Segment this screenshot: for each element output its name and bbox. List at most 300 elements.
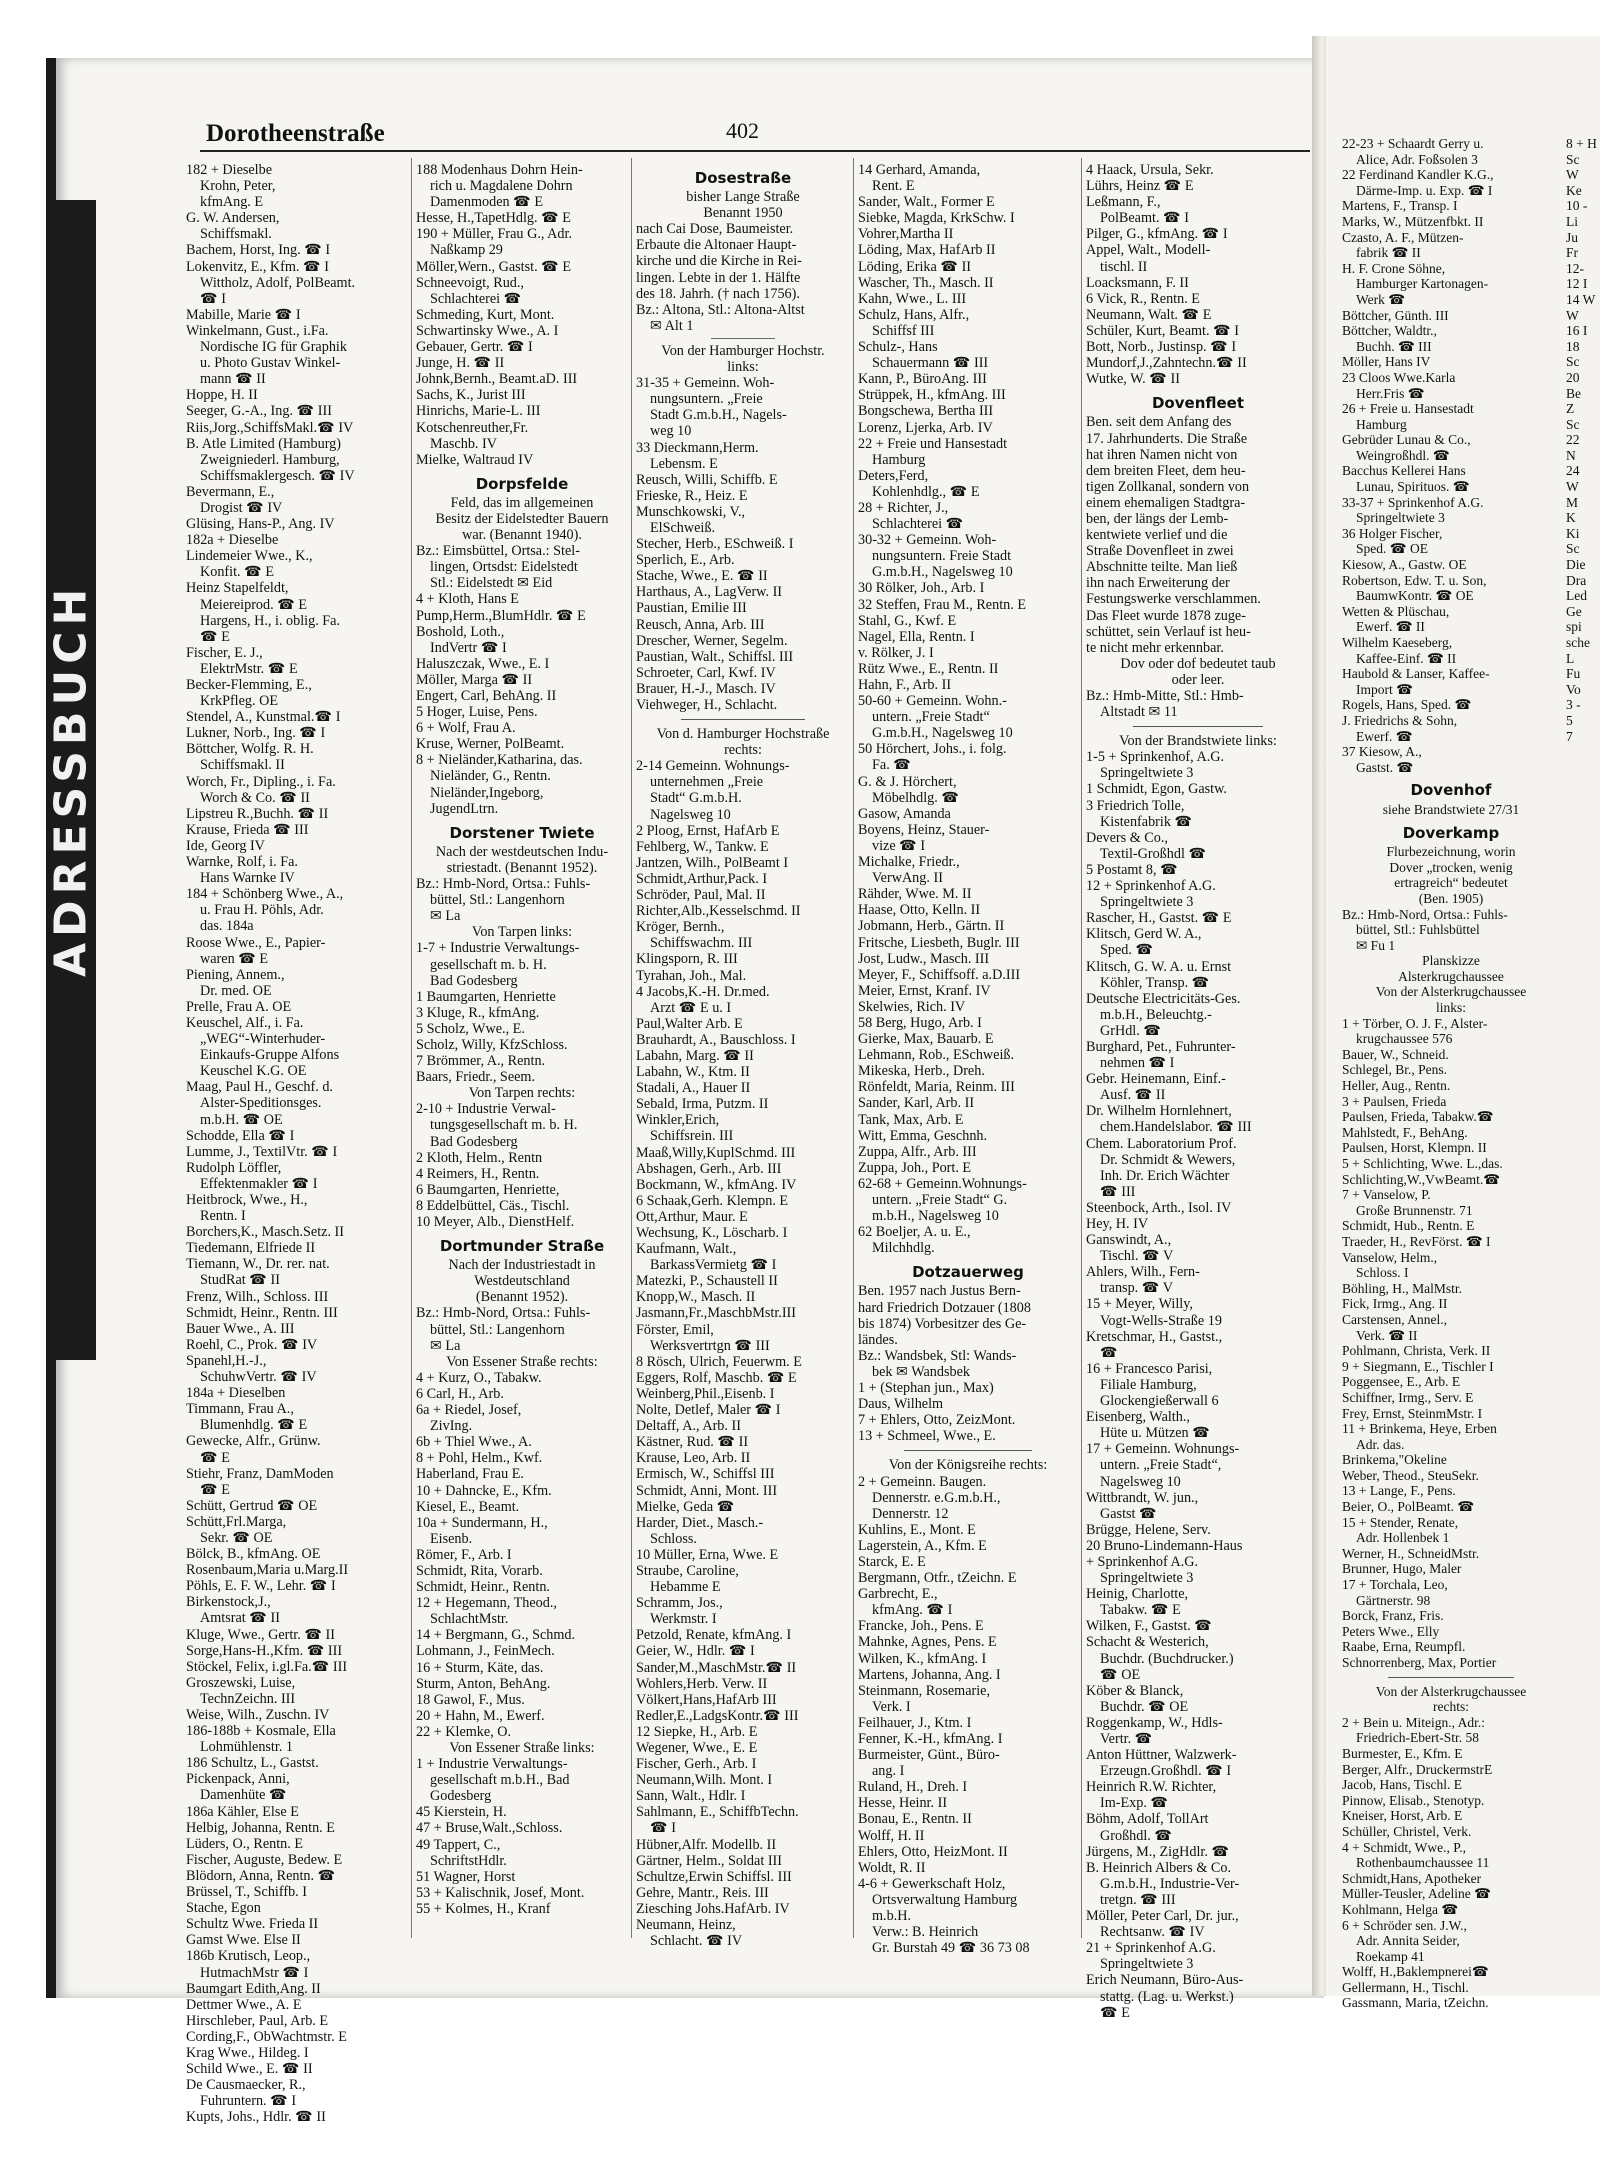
directory-entry: Gastst. ☎ [1356,759,1414,775]
directory-entry: Köber & Blanck, [1086,1682,1184,1699]
directory-entry: Wutke, W. ☎ II [1086,371,1180,388]
directory-entry: Planskizze [1422,953,1480,969]
directory-entry: Ke [1566,182,1582,198]
directory-entry: Martens, F., Transp. I [1342,198,1458,214]
directory-entry: Starck, E. E [858,1553,926,1570]
directory-entry: 188 Modenhaus Dohrn Hein- [416,162,583,178]
directory-entry: 4 Haack, Ursula, Sekr. [1086,162,1214,178]
directory-entry: Böttcher, Wolfg. R. H. [186,741,314,758]
directory-entry: Schlachterei ☎ [430,290,522,307]
directory-entry: siehe Brandstwiete 27/31 [1382,801,1520,817]
directory-entry: Siebke, Magda, KrkSchw. I [858,210,1015,227]
directory-entry: Li [1566,213,1578,229]
directory-entry: Godesberg [430,1788,492,1805]
directory-entry: Heitbrock, Wwe., H., [186,1192,308,1208]
directory-entry: Amtsrat ☎ II [200,1610,280,1627]
directory-entry: Pöhls, E. F. W., Lehr. ☎ I [186,1578,336,1595]
directory-entry: Gärtner, Helm., Soldat III [636,1852,782,1869]
directory-entry: 8 Eddelbüttel, Cäs., Tischl. [416,1197,570,1214]
directory-entry: Blumenhdlg. ☎ E [200,1417,308,1434]
directory-entry: Löding, Max, HafArb II [858,242,996,259]
directory-entry: Werner, H., SchneidMstr. [1342,1545,1480,1561]
directory-entry: Cording,F., ObWachtmstr. E [186,2028,347,2045]
directory-entry: Neumann, Heinz, [636,1917,736,1934]
directory-entry: 20 + Hahn, M., Ewerf. [416,1707,545,1724]
directory-entry: u. Frau H. Pöhls, Adr. [200,902,324,919]
directory-entry: SchriftstHdlr. [430,1852,507,1869]
directory-entry: Vogt-Wells-Straße 19 [1100,1312,1222,1329]
directory-entry: Von Essener Straße links: [449,1740,595,1756]
directory-entry: Schlichting,W.,VwBeamt.☎ [1342,1171,1501,1187]
directory-entry: Erzeugn.Großhdl. ☎ I [1100,1763,1232,1780]
directory-entry: Arzt ☎ E u. I [650,999,732,1016]
directory-entry: Drogist ☎ IV [200,499,283,516]
directory-entry: Ortsverwaltung Hamburg [872,1891,1018,1908]
directory-entry: Pump,Herm.,BlumHdlr. ☎ E [416,607,586,624]
directory-entry: Reusch, Anna, Arb. III [636,616,765,633]
directory-entry: 4 + Schmidt, Wwe., P., [1342,1839,1466,1855]
directory-entry: m.b.H., Beleuchtg.- [1100,1006,1212,1023]
directory-entry: Gehre, Mantr., Reis. III [636,1884,769,1901]
directory-entry: Roekamp 41 [1356,1948,1425,1964]
directory-entry: 14 W [1566,291,1596,307]
directory-entry: v. Rölker, J. I [858,644,934,661]
directory-entry: L [1566,650,1575,666]
directory-entry: Fick, Irmg., Ang. II [1342,1296,1448,1312]
directory-entry: Kahn, Wwe., L. III [858,290,967,307]
directory-entry: 1 Schmidt, Egon, Gastw. [1086,781,1227,798]
directory-entry: Reusch, Willi, Schiffb. E [636,471,778,488]
directory-entry: bisher Lange Straße [686,189,800,206]
directory-entry: Glockengießerwall 6 [1100,1393,1219,1410]
directory-entry: Spanehl,H.-J., [186,1352,267,1369]
section-rule [1133,726,1263,727]
directory-entry: Kohlenhdlg., ☎ E [872,483,980,500]
directory-entry: Eggers, Rolf, Maschb. ☎ E [636,1369,797,1386]
directory-entry: striestadt. (Benannt 1952). [446,859,598,876]
directory-entry: kirche und die Kirche in Rei- [636,253,802,270]
directory-entry: Schmeding, Kurt, Mont. [416,306,555,323]
directory-entry: ländes. [858,1331,898,1348]
directory-entry: lingen. Lebte in der 1. Hälfte [636,269,801,286]
directory-entry: Traeder, H., RevFörst. ☎ I [1342,1233,1491,1249]
directory-entry: Haubold & Lanser, Kaffee- [1342,666,1490,682]
directory-entry: Von d. Hamburger Hochstraße [656,726,830,743]
directory-entry: büttel, Stl.: Langenhorn [430,892,565,909]
directory-entry: Stadt“ G.m.b.H. [650,790,742,807]
directory-entry: Springeltwiete 3 [1100,1570,1194,1587]
street-heading: Dorpsfelde [475,474,569,493]
directory-entry: Rent. E [872,178,915,195]
directory-entry: m.b.H., Nagelsweg 10 [872,1208,999,1225]
directory-entry: Nagelsweg 10 [650,806,731,823]
directory-entry: Schacht & Westerich, [1086,1634,1209,1651]
directory-entry: Pohlmann, Christa, Verk. II [1342,1343,1491,1359]
directory-entry: Sorge,Hans-H.,Kfm. ☎ III [186,1642,343,1659]
directory-entry: Kupts, Johs., Hdlr. ☎ II [186,2109,326,2126]
directory-entry: Nach der Industriestadt in [448,1257,596,1274]
directory-entry: Stiehr, Franz, DamModen [186,1465,334,1482]
directory-entry: Ruland, H., Dreh. I [858,1779,968,1796]
directory-entry: Benannt 1950 [703,205,783,222]
directory-entry: Viehweger, H., Schlacht. [636,697,778,713]
directory-entry: Deutsche Electricitäts-Ges. [1086,990,1241,1007]
directory-entry: Bz.: Hmb-Mitte, Stl.: Hmb- [1086,688,1244,704]
directory-entry: Abschnitte teilte. Man ließ [1086,559,1238,576]
directory-entry: Bachem, Horst, Ing. ☎ I [186,242,331,259]
directory-entry: Jacob, Hans, Tischl. E [1342,1777,1463,1793]
directory-entry: JugendLtrn. [430,800,499,817]
directory-entry: Werkmstr. I [650,1611,717,1628]
directory-entry: Hebamme E [650,1579,721,1596]
directory-entry: Meyer, F., Schiffsoff. a.D.III [858,966,1021,983]
directory-entry: 30 Rölker, Joh., Arb. I [858,580,985,597]
directory-entry: Ben. 1957 nach Justus Bern- [858,1283,1021,1300]
directory-entry: Tyrahan, Joh., Mal. [636,967,747,984]
directory-entry: StudRat ☎ II [200,1272,280,1289]
directory-entry: war. (Benannt 1940). [462,527,582,544]
header-rule [200,150,1310,152]
directory-entry: 8 + Nieländer,Katharina, das. [416,752,583,769]
directory-entry: Lunau, Spirituos. ☎ [1356,479,1470,495]
directory-entry: Jürgens, M., ZigHdlr. ☎ [1086,1843,1230,1860]
directory-entry: 33 Dieckmann,Herm. [636,439,759,456]
directory-entry: Engert, Carl, BehAng. II [416,688,557,704]
directory-entry: Bad Godesberg [430,1133,518,1150]
directory-entry: De Causmaecker, R., [186,2077,306,2094]
directory-entry: Möller,Wern., Gastst. ☎ E [416,258,572,275]
directory-entry: Seeger, G.-A., Ing. ☎ III [186,403,332,420]
directory-entry: Raabe, Erna, Reumpfl. [1342,1639,1466,1655]
directory-entry: Deters,Ferd, [858,467,929,484]
directory-entry: Paul,Walter Arb. E [636,1015,743,1032]
directory-entry: Bockmann, W., kfmAng. IV [636,1176,797,1193]
directory-entry: Wohlers,Herb. Verw. II [636,1675,768,1692]
spine-label: ADRESSBUCH [46,200,96,1360]
directory-entry: Springeltwiete 3 [1100,1956,1194,1973]
directory-entry: ElektrMstr. ☎ E [200,660,298,677]
directory-entry: 6 Carl, H., Arb. [416,1385,504,1402]
directory-entry: Von Tarpen rechts: [468,1085,576,1102]
directory-entry: Lüders, O., Rentn. E [186,1835,304,1852]
directory-entry: Import ☎ [1356,681,1413,697]
directory-entry: Bauer Wwe., A. III [186,1320,295,1337]
directory-entry: Fuhruntern. ☎ I [200,2093,297,2110]
directory-entry: 2-10 + Industrie Verwal- [416,1101,556,1118]
directory-entry: 6b + Thiel Wwe., A. [416,1434,532,1451]
directory-entry: Gassmann, Maria, tZeichn. [1342,1995,1489,2011]
directory-entry: 9 + Siegmann, E., Tischler I [1342,1358,1494,1374]
directory-entry: Sc [1566,151,1580,167]
directory-entry: Straße Dovenfleet in zwei [1086,543,1234,560]
directory-entry: 8 + Pohl, Helm., Kwf. [416,1450,543,1467]
directory-entry: Hamburger Kartonagen- [1356,276,1489,292]
directory-entry: links: [727,359,759,376]
directory-entry: Hesse, Heinr. II [858,1795,948,1812]
directory-entry: G. & J. Hörchert, [858,773,957,790]
directory-entry: 47 + Bruse,Walt.,Schloss. [416,1820,563,1837]
directory-entry: Fenner, K.-H., kfmAng. I [858,1731,1003,1747]
directory-entry: Ben. seit dem Anfang des [1086,414,1232,431]
directory-entry: Nach der westdeutschen Indu- [435,843,609,860]
directory-entry: ☎ E [200,628,230,645]
directory-entry: Mundorf,J.,Zahntechn.☎ II [1086,355,1247,372]
directory-entry: 18 [1566,338,1580,354]
directory-entry: Erbaute die Altonaer Haupt- [636,237,797,254]
directory-entry: Prelle, Frau A. OE [186,998,292,1015]
directory-entry: Weingroßhdl. ☎ [1356,447,1450,463]
directory-entry: Wolff, H. II [858,1827,925,1844]
directory-entry: Paulsen, Frieda, Tabakw.☎ [1342,1109,1494,1125]
directory-entry: Müller-Teusler, Adeline ☎ [1342,1886,1491,1902]
directory-entry: Einkaufs-Gruppe Alfons [200,1047,340,1064]
directory-entry: Sperlich, E., Arb. [636,552,735,569]
directory-column-4 [858,162,1078,1956]
directory-entry: 62-68 + Gemeinn.Wohnungs- [858,1175,1027,1192]
directory-entry: Inh. Dr. Erich Wächter [1100,1167,1230,1184]
directory-entry: dem breiten Fleet, dem heu- [1086,462,1246,479]
directory-entry: Verk. ☎ II [1356,1327,1418,1343]
directory-entry: Rentn. I [200,1208,246,1225]
directory-entry: 14 + Bergmann, G., Schmd. [416,1627,576,1644]
directory-entry: Wolff, H.,Baklempnerei☎ [1342,1964,1489,1980]
directory-entry: Paustian, Walt., Schiffsl. III [636,648,794,665]
directory-entry: Schmidt, Heinr., Rentn. [416,1579,550,1596]
directory-entry: 12 + Sprinkenhof A.G. [1086,878,1216,895]
directory-entry: Gierke, Max, Bauarb. E [858,1031,994,1048]
directory-entry: Lindemeier Wwe., K., [186,548,313,565]
directory-entry: Krause, Frieda ☎ III [186,821,309,838]
directory-entry: Burmeister, Günt., Büro- [858,1747,1000,1764]
directory-entry: Stadali, A., Hauer II [636,1080,751,1097]
directory-entry: 10 Meyer, Alb., DienstHelf. [416,1214,575,1230]
page-number: 402 [726,118,759,143]
directory-entry: 3 + Paulsen, Frieda [1342,1093,1447,1109]
directory-entry: Schmidt, Hub., Rentn. E [1342,1218,1475,1234]
directory-entry: Stache, Egon [186,1900,261,1917]
directory-entry: Von der Königsreihe rechts: [888,1457,1048,1474]
directory-entry: Schulz-, Hans [858,339,938,356]
directory-entry: Filiale Hamburg, [1100,1376,1197,1393]
directory-entry: 7 + Vanselow, P. [1342,1187,1431,1203]
directory-entry: Heinz Stapelfeldt, [186,580,289,597]
directory-entry: 5 Scholz, Wwe., E. [416,1020,525,1037]
directory-entry: Stöckel, Felix, i.gl.Fa.☎ III [186,1658,348,1675]
directory-entry: Robertson, Edw. T. u. Son, [1342,572,1487,588]
directory-entry: stattg. (Lag. u. Werkst.) [1100,1988,1234,2005]
directory-entry: rechts: [724,742,762,759]
directory-entry: rechts: [1433,1699,1469,1715]
directory-column-7 [1566,136,1600,744]
street-heading: Dortmunder Straße [439,1237,605,1256]
directory-entry: Schultze,Erwin Schiffsl. III [636,1868,792,1885]
directory-entry: Kästner, Rud. ☎ II [636,1434,749,1451]
directory-entry: 45 Kierstein, H. [416,1804,507,1821]
directory-entry: Dettmer Wwe., A. E [186,1996,302,2013]
directory-entry: Dennerstr. e.G.m.b.H., [872,1489,1001,1506]
directory-entry: Wascher, Th., Masch. II [858,274,994,291]
directory-entry: Nagelsweg 10 [1100,1473,1181,1490]
directory-entry: 6 Vick, R., Rentn. E [1086,290,1200,307]
directory-entry: Schulz, Hans, Alfr., [858,306,970,323]
directory-entry: Verk. I [872,1698,911,1715]
directory-entry: 6 + Wolf, Frau A. [416,720,516,737]
directory-entry: Bott, Norb., Justinsp. ☎ I [1086,339,1237,356]
directory-entry: Von Tarpen links: [471,924,573,941]
directory-entry: Mahlstedt, F., BehAng. [1342,1124,1468,1140]
directory-entry: 3 - [1566,697,1581,713]
directory-entry: 182a + Dieselbe [186,532,279,549]
directory-entry: ✉ La [430,908,461,925]
directory-entry: Gebr. Heinemann, Einf.- [1086,1071,1226,1088]
directory-entry: Sc [1566,416,1580,432]
directory-entry: Kohlmann, Helga ☎ [1342,1901,1459,1917]
directory-entry: 53 + Kalischnik, Josef, Mont. [416,1884,585,1901]
directory-entry: 10 Müller, Erna, Wwe. E [636,1546,779,1563]
directory-entry: 5 + Schlichting, Wwe. L.,das. [1342,1156,1503,1171]
directory-entry: Mielke, Waltraud IV [416,451,534,468]
directory-entry: 14 Gerhard, Amanda, [858,162,981,178]
street-heading: Dosestraße [694,169,792,187]
directory-entry: Fu [1566,666,1581,682]
directory-entry: Groszewski, Luise, [186,1674,296,1691]
directory-entry: J. Friedrichs & Sohn, [1342,712,1458,728]
directory-entry: 4 Reimers, H., Rentn. [416,1165,540,1182]
directory-entry: Lührs, Heinz ☎ E [1086,178,1194,195]
directory-entry: Friedrich-Ebert-Str. 58 [1356,1730,1479,1746]
directory-entry: Adr. das. [1356,1436,1405,1452]
directory-entry: Gärtnerstr. 98 [1356,1592,1431,1608]
directory-entry: hat ihren Namen nicht von [1086,446,1238,463]
directory-entry: Dr. Wilhelm Hornlehnert, [1086,1103,1232,1120]
directory-entry: Möller, Hans IV [1342,354,1431,370]
directory-entry: Kiesel, E., Beamt. [416,1498,520,1515]
directory-entry: Tiemann, W., Dr. rer. nat. [186,1256,330,1273]
directory-entry: Borck, Franz, Fris. [1342,1608,1444,1624]
directory-entry: untern. „Freie Stadt“ [872,709,990,726]
directory-entry: Timmann, Frau A., [186,1401,294,1418]
directory-entry: Bz.: Altona, Stl.: Altona-Altst [636,301,805,318]
directory-entry: Marks, W., Mützenfbkt. II [1342,213,1484,229]
directory-entry: 12 Siepke, H., Arb. E [636,1723,758,1740]
directory-entry: chem.Handelslabor. ☎ III [1100,1119,1252,1136]
directory-entry: Beier, O., PolBeamt. ☎ [1342,1499,1475,1515]
directory-entry: Fischer, E. J., [186,644,263,661]
directory-entry: Kotschenreuther,Fr. [416,419,529,436]
directory-entry: 6 Baumgarten, Henriette, [416,1181,560,1198]
directory-entry: Naßkamp 29 [430,242,503,259]
directory-entry: 7 + Ehlers, Otto, ZeizMont. [858,1412,1016,1429]
directory-entry: Kann, P., BüroAng. III [858,371,987,388]
directory-entry: Paulsen, Horst, Klempn. II [1342,1140,1487,1156]
directory-entry: Roose Wwe., E., Papier- [186,934,326,951]
directory-entry: Sped. ☎ OE [1356,541,1428,557]
directory-entry: Lokenvitz, E., Kfm. ☎ I [186,258,329,275]
directory-entry: 10 - [1566,198,1588,214]
directory-entry: (Benannt 1952). [475,1289,569,1306]
directory-entry: Boshold, Loth., [416,623,505,640]
directory-entry: Sc [1566,541,1580,557]
directory-entry: Schiffsmakl. [200,226,272,243]
directory-entry: Bz.: Hmb-Nord, Ortsa.: Fuhls- [416,876,591,893]
directory-entry: mann ☎ II [200,371,266,388]
directory-entry: Dennerstr. 12 [872,1505,949,1522]
directory-entry: Maaß,Willy,KuplSchmd. III [636,1144,796,1161]
directory-entry: Maschb. IV [430,435,497,452]
directory-entry: vize ☎ I [872,837,926,854]
directory-entry: Von der Alsterkrugchaussee [1375,984,1527,1000]
directory-entry: Brauer, H.-J., Masch. IV [636,680,776,697]
directory-entry: ✉ Alt 1 [650,317,694,334]
directory-entry: Kretschmar, H., Gastst., [1086,1328,1223,1345]
directory-entry: ZivIng. [430,1418,473,1435]
directory-entry: Löding, Erika ☎ II [858,258,972,275]
directory-entry: fabrik ☎ II [1356,245,1421,261]
directory-entry: Anton Hüttner, Walzwerk- [1086,1747,1237,1764]
directory-entry: Wilken, F., Gastst. ☎ [1086,1618,1212,1635]
directory-entry: Rudolph Löffler, [186,1159,282,1176]
directory-entry: Glüsing, Hans-P., Ang. IV [186,516,335,533]
directory-entry: büttel, Stl.: Langenhorn [430,1321,565,1338]
directory-entry: Kröger, Bernh., [636,919,725,936]
directory-entry: 33-37 + Sprinkenhof A.G. [1342,494,1484,510]
directory-entry: Steenbock, Arth., Isol. IV [1086,1199,1232,1216]
column-divider [1081,158,1082,1938]
directory-entry: 13 + Lange, F., Pens. [1342,1483,1456,1499]
directory-entry: Eisenb. [430,1530,473,1547]
directory-entry: Bauer, W., Schneid. [1342,1046,1449,1062]
directory-entry: 12 I [1566,276,1588,292]
directory-entry: büttel, Stl.: Fuhlsbüttel [1356,922,1480,938]
directory-entry: Boyens, Heinz, Stauer- [858,821,990,838]
directory-entry: m.b.H. [872,1908,912,1925]
directory-entry: Bacchus Kellerei Hans [1342,463,1466,479]
directory-entry: nungsuntern. Freie Stadt [872,548,1012,565]
directory-entry: Hoppe, H. II [186,387,258,404]
directory-entry: 1 + Törber, O. J. F., Alster- [1342,1015,1488,1031]
directory-entry: KrkPfleg. OE [200,693,279,710]
directory-entry: Hübner,Alfr. Modellb. II [636,1836,777,1853]
directory-entry: Hamburg [872,451,926,468]
directory-entry: 186-188b + Kosmale, Ella [186,1723,336,1740]
directory-entry: 17. Jahrhunderts. Die Straße [1086,430,1248,447]
directory-entry: 23 Cloos Wwe.Karla [1342,369,1456,385]
directory-entry: Frenz, Wilh., Schloss. III [186,1288,329,1305]
directory-entry: 12 + Hegemann, Theod., [416,1595,557,1612]
directory-entry: Bz.: Hmb-Nord, Ortsa.: Fuhls- [1342,906,1508,922]
directory-entry: Erich Neumann, Büro-Aus- [1086,1972,1244,1989]
directory-entry: Alsterkrugchaussee [1398,968,1504,984]
directory-entry: Ki [1566,525,1580,541]
directory-entry: Maag, Paul H., Geschf. d. [186,1079,333,1096]
directory-entry: Weber, Theod., SteuSekr. [1342,1467,1479,1483]
directory-entry: W [1566,167,1579,183]
directory-entry: Hirschleber, Paul, Arb. E [186,2012,329,2029]
directory-entry: ElSchweiß. [650,519,716,536]
directory-entry: Nolte, Detlef, Maler ☎ I [636,1402,781,1419]
directory-entry: kfmAng. E [200,194,264,211]
directory-entry: 4 Jacobs,K.-H. Dr.med. [636,983,770,1000]
section-rule [711,338,775,339]
directory-entry: Kruse, Werner, PolBeamt. [416,736,565,753]
directory-entry: Klitsch, G. W. A. u. Ernst [1086,958,1232,975]
directory-entry: 7 [1566,728,1573,744]
directory-entry: Borchers,K., Masch.Setz. II [186,1224,344,1241]
directory-entry: Rähder, Wwe. M. II [858,886,972,903]
directory-entry: Das Fleet wurde 1878 zuge- [1086,607,1246,624]
section-rule [1388,1677,1514,1678]
directory-entry: Bölck, B., kfmAng. OE [186,1546,321,1563]
